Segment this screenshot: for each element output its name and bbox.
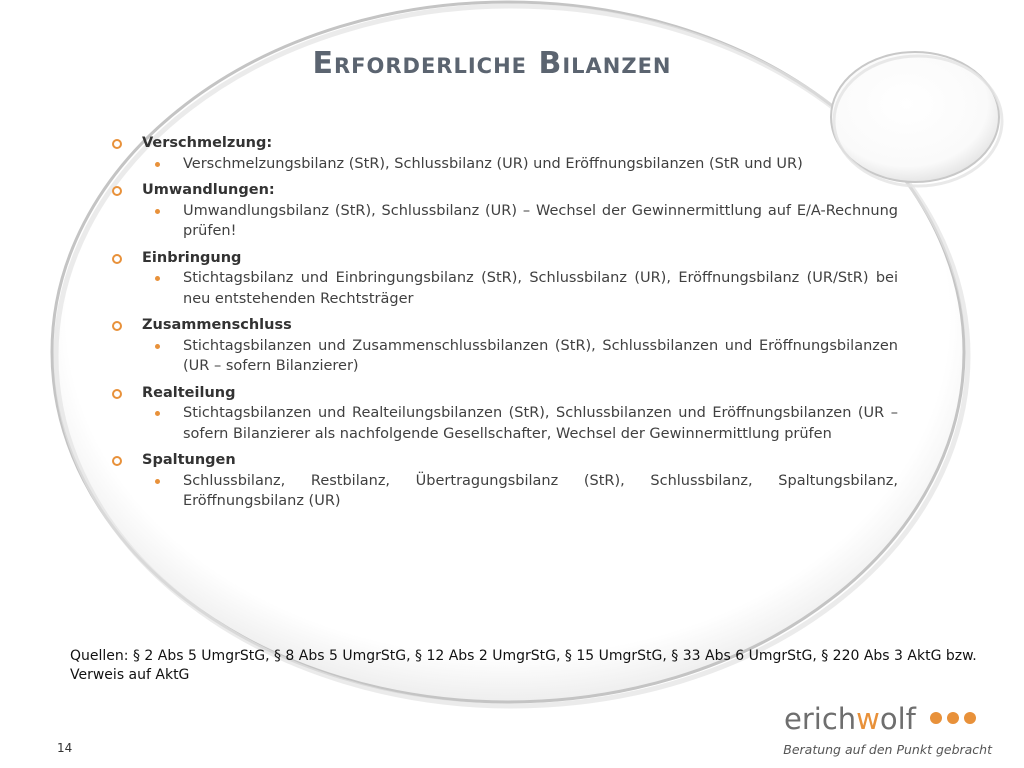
ring-bullet-icon — [112, 254, 122, 264]
section-heading: Einbringung — [142, 249, 242, 266]
company-logo — [784, 701, 994, 743]
ring-bullet-icon — [112, 139, 122, 149]
section-item: Umwandlungsbilanz (StR), Schlussbilanz (UR) – Wechsel der Gewinnermittlung auf E/A-Rechnung prüfen! — [183, 202, 898, 239]
section-item: Verschmelzungsbilanz (StR), Schlussbilanz (UR) und Eröffnungsbilanzen (StR und UR) — [183, 155, 803, 172]
section-item: Stichtagsbilanzen und Zusammenschlussbilanzen (StR), Schlussbilanzen und Eröffnungsbilanzen (UR – sofern Bilanzierer) — [183, 337, 898, 374]
dot-bullet-icon — [155, 276, 160, 281]
section-einbringung — [110, 248, 898, 310]
content-list — [110, 133, 898, 518]
section-item: Schlussbilanz, Restbilanz, Übertragungsbilanz (StR), Schlussbilanz, Spaltungsbilanz, Eröffnungsbilanz (UR) — [183, 472, 898, 509]
section-item: Stichtagsbilanzen und Realteilungsbilanzen (StR), Schlussbilanzen und Eröffnungsbilanzen (UR – sofern Bilanzierer als nachfolgende Gesellschafter, Wechsel der Gewinnermittlung prüfen — [183, 405, 898, 442]
section-heading: Realteilung — [142, 384, 236, 401]
section-item: Stichtagsbilanz und Einbringungsbilanz (StR), Schlussbilanz (UR), Eröffnungsbilanz (UR/StR) bei neu entstehenden Rechtsträger — [183, 270, 898, 307]
section-zusammenschluss — [110, 315, 898, 377]
page-number: 14 — [57, 741, 73, 755]
dot-bullet-icon — [155, 209, 160, 214]
section-realteilung — [110, 383, 898, 445]
sources-note: Quellen: § 2 Abs 5 UmgrStG, § 8 Abs 5 UmgrStG, § 12 Abs 2 UmgrStG, § 15 UmgrStG, § 33 Abs 6 UmgrStG, § 220 Abs 3 AktG bzw. Verweis auf AktG — [70, 648, 977, 683]
dot-bullet-icon — [155, 344, 160, 349]
section-spaltungen — [110, 450, 898, 512]
dot-bullet-icon — [155, 411, 160, 416]
ring-bullet-icon — [112, 321, 122, 331]
logo-dots-icon — [929, 711, 977, 725]
section-verschmelzung — [110, 133, 898, 174]
logo-tagline: Beratung auf den Punkt gebracht — [783, 742, 992, 757]
section-heading: Zusammenschluss — [142, 317, 292, 333]
dot-bullet-icon — [155, 162, 160, 167]
slide-title: Erforderliche Bilanzen — [312, 46, 672, 81]
section-umwandlungen — [110, 180, 898, 242]
ring-bullet-icon — [112, 186, 122, 196]
dot-bullet-icon — [155, 479, 160, 484]
ring-bullet-icon — [112, 456, 122, 466]
section-heading: Verschmelzung: — [142, 135, 273, 151]
ring-bullet-icon — [112, 389, 122, 399]
section-heading: Umwandlungen: — [142, 182, 275, 198]
logo-wordmark: erichwolf — [784, 702, 916, 736]
section-heading: Spaltungen — [142, 452, 236, 468]
